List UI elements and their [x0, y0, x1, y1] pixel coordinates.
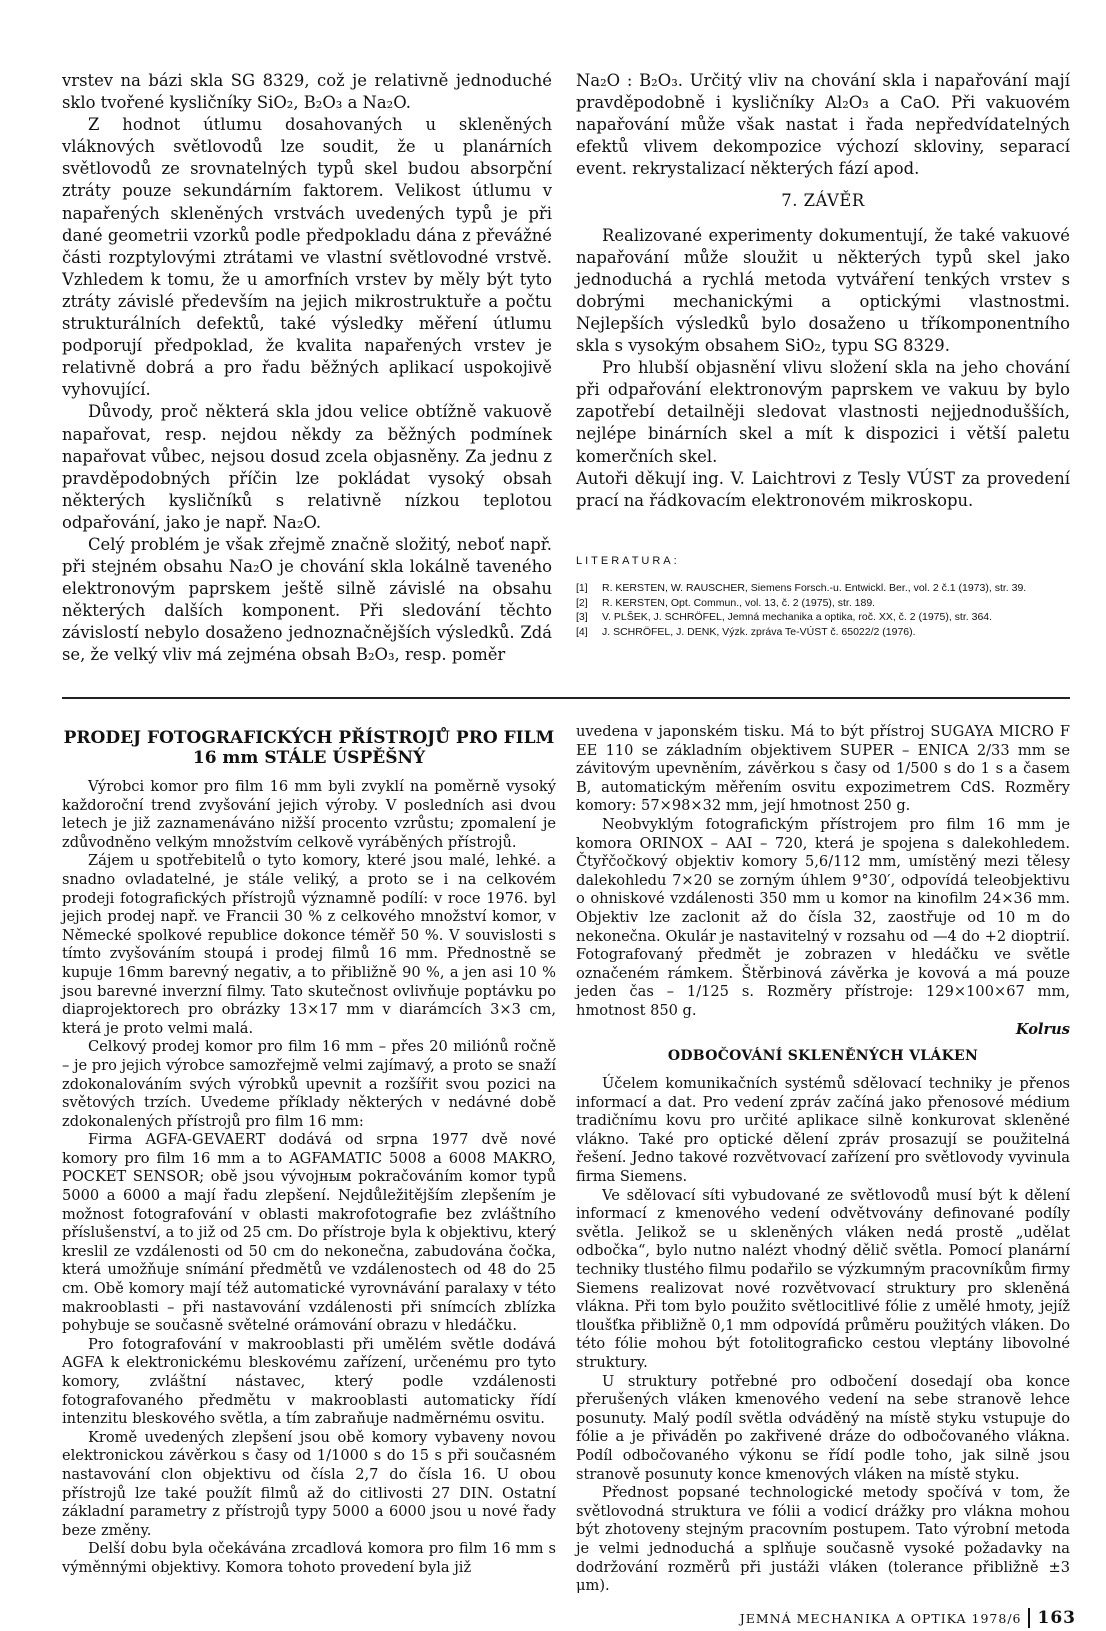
- reference-item: [576, 626, 1070, 639]
- paragraph: Přednost popsané technologické metody spočívá v tom, že světlovodná struktura ve fólii a vodicí drážky pro vlákna mohou být zhotoveny stejným pracovním postupem. Tato výrobní metoda je velmi jednoduchá a splňuje současně vysoké požadavky na dodržování rozměrů při justáži vláken (tolerance přibližně ±3 μm).: [576, 1484, 1070, 1595]
- article-title: PRODEJ FOTOGRAFICKÝCH PŘÍSTROJŮ PRO FILM 16 mm STÁLE ÚSPĚŠNÝ: [63, 728, 555, 768]
- paragraph: Celý problém je však zřejmě značně složitý, neboť např. při stejném obsahu Na₂O je chování skla lokálně taveného elektronovým paprskem ještě silně závislé na obsahu některých dalších komponent. Při sledování těchto závislostí nebylo dosaženo jednoznačnějších výsledků. Zdá se, že velký vliv má zejména obsah B₂O₃, resp. poměr: [62, 534, 552, 665]
- reference-number: [3]: [576, 611, 588, 624]
- reference-item: [576, 611, 1070, 624]
- reference-number: [2]: [576, 596, 588, 609]
- literature-heading: LITERATURA:: [576, 554, 680, 567]
- acknowledgement: Autoři děkují ing. V. Laichtrovi z Tesly VÚST za provedení prací na řádkovacím elektronovém mikroskopu.: [576, 468, 1070, 510]
- paragraph: Celkový prodej komor pro film 16 mm – přes 20 miliónů ročně – je pro jejich výrobce samozřejmě velmi zajímavý, a proto se snaží zdokonalováním svých výrobků upevnit a rozšířit svou pozici na světových trzích. Uvedeme příklady některých v nedávné době zdokonalených přístrojů pro film 16 mm:: [62, 1038, 556, 1130]
- section-heading: 7. ZÁVĚR: [781, 191, 865, 211]
- paragraph: Ve sdělovací síti vybudované ze světlovodů musí být k dělení informací z kmenového vedení odvětvovány definované podíly světla. Jelikož se u skleněných vláken nedá prostě „udělat odbočka“, bylo nutno nalézt vhodný dělič světla. Pomocí planární techniky tlustého filmu podařilo se výzkumným pracovníkům firmy Siemens realizovat nové rozvětvovací struktury pro skleněná vlákna. Při tom bylo použito světlocitlivé fólie z umělé hmoty, jejíž tloušťka přibližně 0,1 mm odpovídá průměru použitých vláken. Do této fólie mohou být fotolitograficko cestou vleptány libovolné struktury.: [576, 1186, 1070, 1371]
- paragraph: Na₂O : B₂O₃. Určitý vliv na chování skla i napařování mají pravděpodobně i kysličníky Al₂O₃ a CaO. Při vakuovém napařování může však nastat i řada nepředvídatelných efektů vlivem dekompozice výchozí skloviny, separací event. rekrystalizací některých fází apod.: [576, 71, 1070, 179]
- section-divider: [62, 697, 1070, 699]
- paragraph: Důvody, proč některá skla jdou velice obtížně vakuově napařovat, resp. nejdou někdy za běžných podmínek napařovat vůbec, nejsou dosud zcela objasněny. Za jednu z pravděpodobných příčin lze pokládat vysoký obsah některých kysličníků s relativně nízkou teplotou odpařování, jako je např. Na₂O.: [62, 402, 552, 532]
- top-left-column: [62, 70, 552, 667]
- reference-text: J. SCHRÖFEL, J. DENK, Výzk. zpráva Te-VÚST č. 65022/2 (1976).: [602, 626, 916, 639]
- paragraph: Z hodnot útlumu dosahovaných u skleněných vláknových světlovodů lze soudit, že u planárních světlovodů ze srovnatelných typů skel budou absorpční ztráty pouze sekundárním faktorem. Velikost útlumu v napařených skleněných vrstvách uvedených typů je při dané geometrii vzorků podle předpokladu dána z převážné části rozptylovými ztrátami ve vlastní světlovodné vrstvě. Vzhledem k tomu, že u amorfních vrstev by měly být tyto ztráty závislé především na jejich mikrostruktuře a počtu strukturálních defektů, také výsledky měření útlumu podporují předpoklad, že kvalita napařených vrstev je relativně dobrá a pro řadu běžných aplikací uspokojivě vyhovující.: [62, 115, 552, 400]
- paragraph: Pro fotografování v makrooblasti při umělém světle dodává AGFA k elektronickému bleskovému zařízení, určenému pro tyto komory, zvláštní nástavec, který podle vzdálenosti fotografovaného předmětu v makrooblasti automaticky řídí intenzitu bleskového světla, a tím zabraňuje nadměrnému osvitu.: [62, 1335, 556, 1428]
- paragraph: Firma AGFA-GEVAERT dodává od srpna 1977 dvě nové komory pro film 16 mm a to AGFAMATIC 5008 a 6008 MAKRO, POCKET SENSOR; obě jsou vývojным pokračováním komor typů 5000 a 6000 a mají řadu zlepšení. Nejdůležitějším zlepšením je možnost fotografování v oblasti makrofotografie bez zvláštního příslušenství, a to již od 25 cm. Do přístroje byla k objektivu, který kreslil ze vzdálenosti od 50 cm do nekonečna, zabudována čočka, která umožňuje snímání předmětů ve vzdálenostech od 48 do 25 cm. Obě komory mají též automatické vyrovnávání paralaxy v této makrooblasti – při nastavování vzdálenosti při snímcích zblízka pohybuje se současně světelné orámování obrazu v hledáčku.: [62, 1131, 556, 1335]
- top-right-column: [576, 70, 1070, 641]
- journal-name: JEMNÁ MECHANIKA A OPTIKA 1978/6: [739, 1611, 1022, 1626]
- reference-text: V. PLŠEK, J. SCHRÖFEL, Jemná mechanika a optika, roč. XX, č. 2 (1975), str. 364.: [602, 611, 993, 624]
- paragraph: Pro hlubší objasnění vlivu složení skla na jeho chování při odpařování elektronovým paprskem ve vakuu by bylo zapotřebí detailněji sledovat vlastnosti nejjednodušších, nejlépe binárních skel a mít k dispozici i větší paletu komerčních skel.: [576, 358, 1070, 466]
- paragraph: vrstev na bázi skla SG 8329, což je relativně jednoduché sklo tvořené kysličníky SiO₂, B₂O₃ a Na₂O.: [62, 71, 552, 113]
- reference-item: [576, 582, 1070, 595]
- paragraph: uvedena v japonském tisku. Má to být přístroj SUGAYA MICRO F EE 110 se základním objektivem SUPER – ENICA 2/33 mm se závitovým upevněním, závěrkou s časy od 1/500 s do 1 s a časem B, automatickým měřením osvitu expozimetrem CdS. Rozměry komory: 57×98×32 mm, její hmotnost 250 g.: [576, 723, 1070, 815]
- article-fotograficke-pristroje: [62, 728, 556, 1578]
- reference-item: [576, 597, 1070, 610]
- paragraph: Delší dobu byla očekávána zrcadlová komora pro film 16 mm s výměnnými objektivy. Komora tohoto provedení byla již: [62, 1540, 556, 1576]
- page-number: 163: [1028, 1608, 1077, 1628]
- page-footer: [740, 1608, 1076, 1628]
- reference-number: [4]: [576, 626, 588, 639]
- paragraph: Neobvyklým fotografickým přístrojem pro film 16 mm je komora ORINOX – AAI – 720, která je spojena s dalekohledem. Čtyřčočkový objektiv komory 5,6/112 mm, umístěný mezi tělesy dalekohledu 7×20 se zorným úhlem 9°30′, odpovídá teleobjektivu o ohniskové vzdálenosti 350 mm u komor na kinofilm 24×36 mm. Objektiv lze zaclonit až do čísla 32, zaostřuje od 10 m do nekonečna. Okulár je nastavitelný v rozsahu od —4 do +2 dioptrií. Fotografovaný předmět je zobrazen v hledáčku ve světle označeném rámkem. Štěrbinová závěrka je kovová a má pouze jeden čas – 1/125 s. Rozměry přístroje: 129×100×67 mm, hmotnost 850 g.: [576, 815, 1070, 1019]
- paragraph: U struktury potřebné pro odbočení dosedají oba konce přerušených vláken kmenového vedení na sebe stranově lehce posunuty. Malý podíl světla odváděný na místě styku vstupuje do fólie a je přiváděn po zakřivené dráze do odbočovaného vlákna. Podíl odbočovaného výkonu se řídí podle toho, jak silně jsou stranově posunuty konce kmenových vláken na místě styku.: [576, 1372, 1070, 1483]
- paragraph: Účelem komunikačních systémů sdělovací techniky je přenos informací a dat. Pro vedení zpráv začíná jako přenosové médium tradičnímu kovu pro určité aplikace silně konkurovat skleněné vlákno. Také pro optické dělení zpráv prosazují se použitelná řešení. Jedno takové rozvětvovací zařízení pro světlovody vyvinula firma Siemens.: [576, 1075, 1070, 1186]
- reference-number: [1]: [576, 581, 588, 594]
- paragraph: Kromě uvedených zlepšení jsou obě komory vybaveny novou elektronickou závěrkou s časy od 1/1000 s do 15 s při současném nastavování clon objektivu od čísla 2,7 do čísla 16. U obou přístrojů lze také použít filmů až do citlivosti 27 DIN. Ostatní základní parametry z přístrojů typy 5000 a 6000 jsou u nové řady beze změny.: [62, 1428, 556, 1539]
- paragraph: Zájem u spotřebitelů o tyto komory, které jsou malé, lehké. a snadno ovladatelné, je stále veliký, a proto se i na celkovém prodeji fotografických přístrojů významně podílí: v roce 1976. byl jejich prodej např. ve Francii 30 % z celkového množství komor, v Německé spolkové republice dokonce téměř 50 %. V souvislosti s tímto zvyšováním stoupá i prodej filmů 16 mm. Přednostně se kupuje 16mm barevný negativ, a to přibližně 90 %, a jen asi 10 % jsou barevné inverzní filmy. Tato skutečnost ovlivňuje poptávku po diaprojektorech pro obrázky 13×17 mm v diarámcích 3×3 cm, která je proto velmi malá.: [62, 852, 556, 1037]
- article-title: ODBOČOVÁNÍ SKLENĚNÝCH VLÁKEN: [667, 1048, 979, 1065]
- reference-text: R. KERSTEN, Opt. Commun., vol. 13, č. 2 (1975), str. 189.: [602, 596, 876, 609]
- article-author: Kolrus: [1015, 1020, 1070, 1038]
- bottom-right-column: [576, 723, 1070, 1596]
- paragraph: Výrobci komor pro film 16 mm byli zvyklí na poměrně vysoký každoroční trend zvyšování jejich výroby. V posledních asi dvou letech je již zaznamenáváno nižší procento vzrůstu; zpomalení je zdůvodněno velkým množstvím celkově vyráběných přístrojů.: [62, 778, 556, 851]
- paragraph: Realizované experimenty dokumentují, že také vakuové napařování může sloužit u některých typů skel jako jednoduchá a rychlá metoda vytváření tenkých vrstev s dobrými mechanickými a optickými vlastnostmi. Nejlepších výsledků bylo dosaženo u tříkomponentního skla s vysokým obsahem SiO₂, typu SG 8329.: [576, 225, 1070, 356]
- reference-text: R. KERSTEN, W. RAUSCHER, Siemens Forsch.-u. Entwickl. Ber., vol. 2 č.1 (1973), str. 39.: [602, 581, 1027, 594]
